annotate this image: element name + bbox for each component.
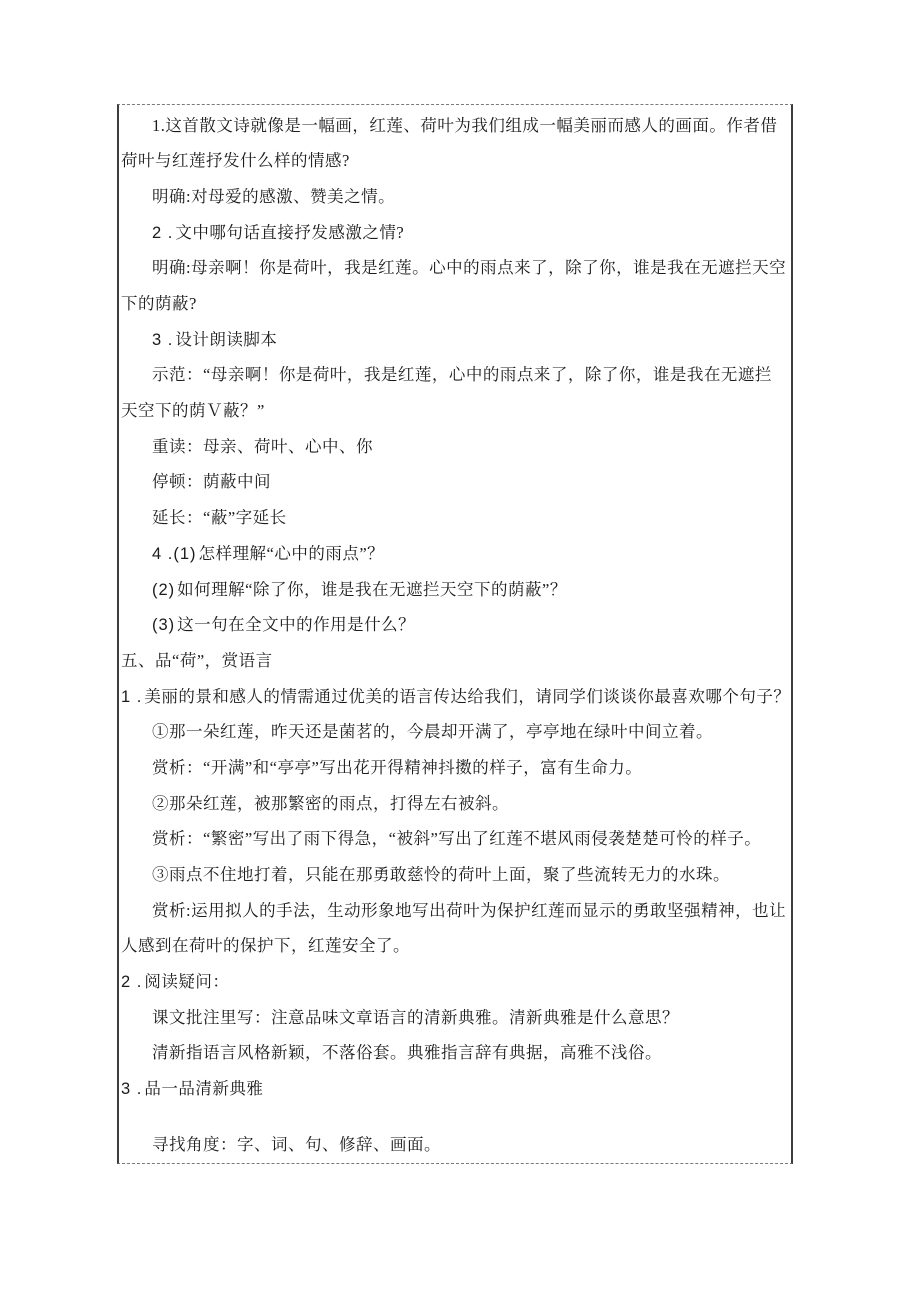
- line-number-prefix: 3 .: [152, 330, 174, 349]
- blank-line: [121, 1107, 791, 1127]
- line-number-prefix: (2): [152, 580, 176, 599]
- text-line: 3 . 品一品清新典雅: [121, 1079, 264, 1099]
- text-line: 赏析:运用拟人的手法，生动形象地写出荷叶为保护红莲而显示的勇敢坚强精神，也让: [152, 900, 787, 920]
- document-lines: [121, 108, 791, 1163]
- text-line: 五、品“荷”，赏语言: [121, 650, 273, 670]
- text-line: 重读：母亲、荷叶、心中、你: [152, 436, 373, 456]
- text-line: 课文批注里写：注意品味文章语言的清新典雅。清新典雅是什么意思？: [152, 1007, 679, 1027]
- text-line: 3 . 设计朗读脚本: [152, 329, 278, 349]
- text-line: 明确:对母爱的感激、赞美之情。: [152, 186, 396, 206]
- line-number-prefix: (3): [152, 616, 176, 635]
- text-line: 示范：“母亲啊！你是荷叶，我是红莲，心中的雨点来了，除了你，谁是我在无遮拦: [152, 365, 772, 385]
- text-line: 寻找角度：字、词、句、修辞、画面。: [152, 1134, 441, 1154]
- text-line: ②那朵红莲，被那繁密的雨点，打得左右被斜。: [152, 793, 509, 813]
- text-line: (3) 这一句在全文中的作用是什么？: [152, 615, 416, 635]
- text-line: ③雨点不住地打着，只能在那勇敢慈怜的荷叶上面，聚了些流转无力的水珠。: [152, 865, 730, 885]
- line-number-prefix: 3 .: [121, 1080, 143, 1099]
- text-line: (2) 如何理解“除了你，谁是我在无遮拦天空下的荫蔽”？: [152, 579, 567, 599]
- line-number-prefix: 1 .: [121, 687, 143, 706]
- text-line: 赏析：“繁密”写出了雨下得急，“被斜”写出了红莲不堪风雨侵袭楚楚可怜的样子。: [152, 829, 762, 849]
- line-number-prefix: 4 .(1): [152, 544, 197, 563]
- line-number-prefix: 2 .: [121, 973, 143, 992]
- text-line: 明确:母亲啊！你是荷叶，我是红莲。心中的雨点来了，除了你，谁是我在无遮拦天空: [152, 258, 787, 278]
- text-line: 下的荫蔽?: [121, 294, 197, 314]
- text-line: 延长：“蔽”字延长: [152, 508, 287, 528]
- text-line: 停顿：荫蔽中间: [152, 472, 271, 492]
- text-line: 2 . 阅读疑问：: [121, 972, 230, 992]
- text-line: 1.这首散文诗就像是一幅画，红莲、荷叶为我们组成一幅美丽而感人的画面。作者借: [152, 115, 778, 135]
- text-line: 2 . 文中哪句话直接抒发感激之情?: [152, 222, 405, 242]
- text-line: 1 . 美丽的景和感人的情需通过优美的语言传达给我们，请同学们谈谈你最喜欢哪个句子？: [121, 686, 791, 706]
- text-line: 赏析：“开满”和“亭亭”写出花开得精神抖擞的样子，富有生命力。: [152, 757, 643, 777]
- text-line: ①那一朵红莲，昨天还是菌茗的，今晨却开满了，亭亭地在绿叶中间立着。: [152, 722, 713, 742]
- line-number-prefix: 2 .: [152, 223, 174, 242]
- text-line: 天空下的荫Ｖ蔽？”: [121, 401, 265, 421]
- text-line: 4 .(1) 怎样理解“心中的雨点”？: [152, 543, 385, 563]
- document-table-cell: [117, 104, 793, 1164]
- text-line: 清新指语言风格新颖，不落俗套。典雅指言辞有典据，高雅不浅俗。: [152, 1043, 662, 1063]
- text-line: 荷叶与红莲抒发什么样的情感?: [121, 151, 350, 171]
- text-line: 人感到在荷叶的保护下，红莲安全了。: [121, 936, 410, 956]
